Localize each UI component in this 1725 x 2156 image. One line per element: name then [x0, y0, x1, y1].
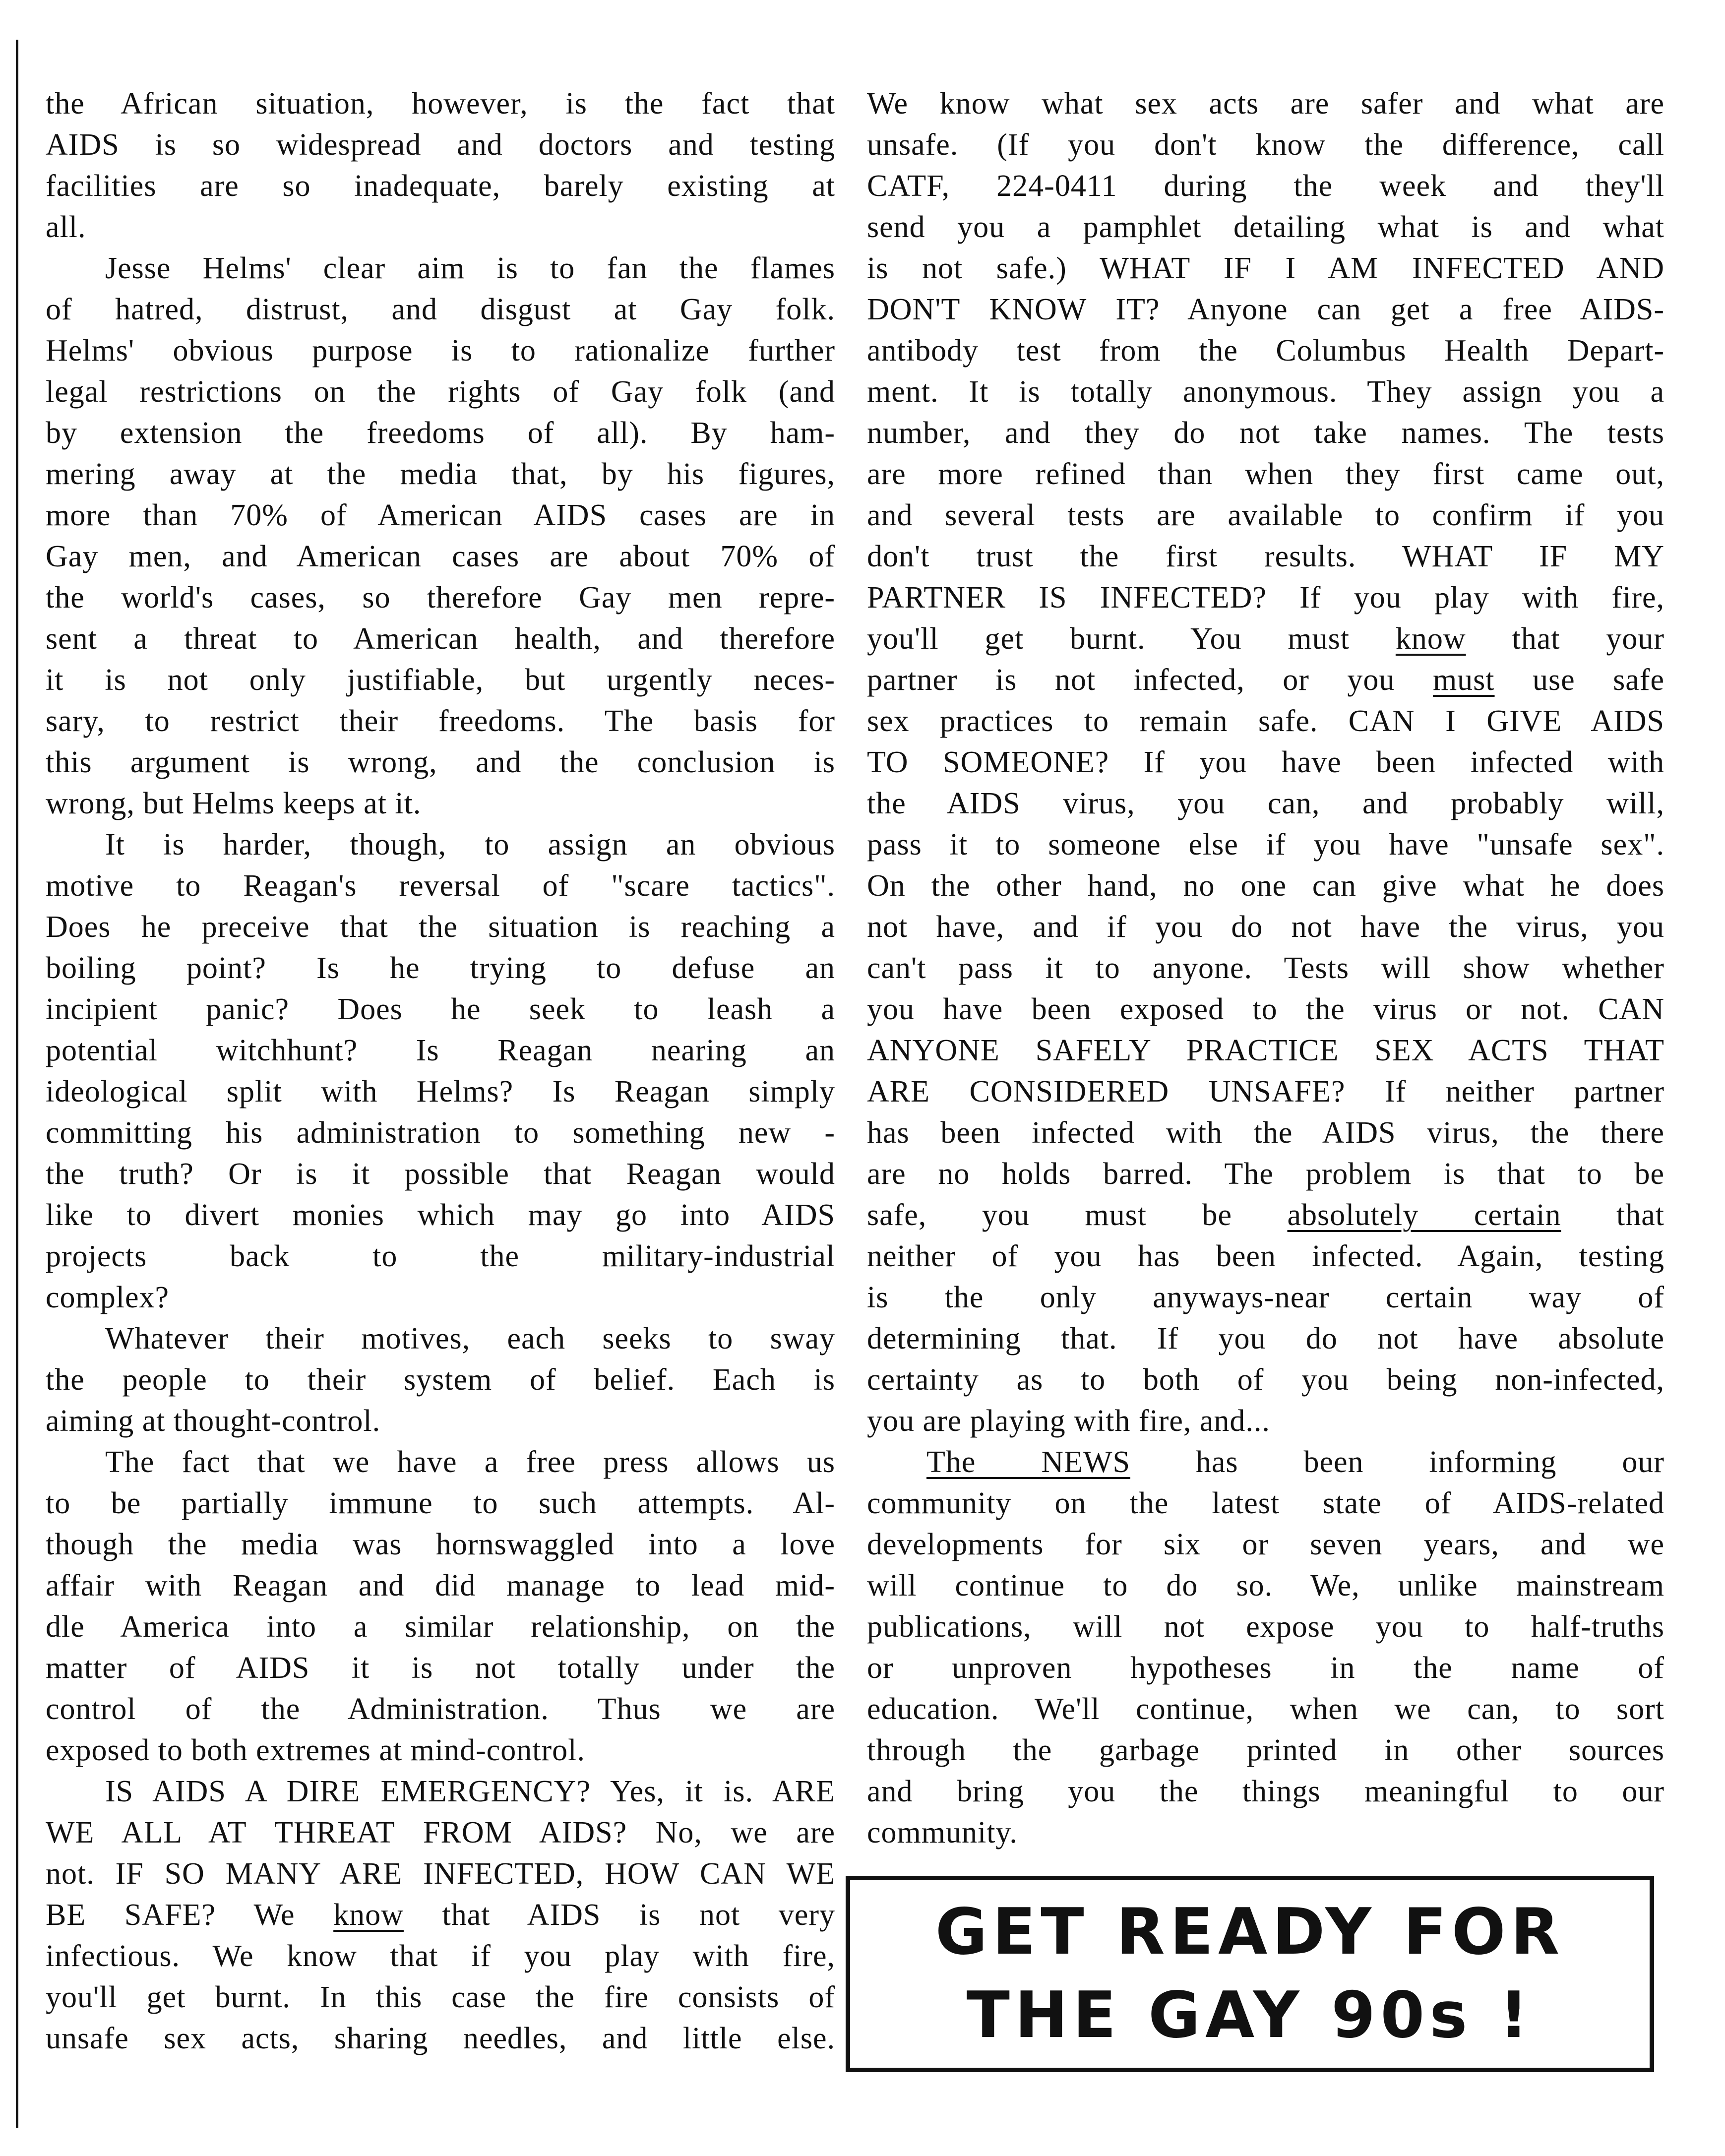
text-line: ment. It is totally anonymous. They assign you a: [867, 375, 1664, 409]
text-line: the people to their system of belief. Each is: [46, 1363, 835, 1397]
text-line: or unproven hypotheses in the name of: [867, 1651, 1664, 1685]
text-line: AIDS is so widespread and doctors and testing: [46, 128, 835, 162]
text-line: DON'T KNOW IT? Anyone can get a free AIDS-: [867, 293, 1664, 326]
paragraph: [46, 1318, 835, 1442]
text-line: committing his administration to something new -: [46, 1116, 835, 1150]
text-line: through the garbage printed in other sources: [867, 1733, 1664, 1767]
text-line: [46, 1895, 835, 1936]
text-line: community.: [867, 1816, 1018, 1849]
text-line: you are playing with fire, and...: [867, 1404, 1270, 1438]
text-line: are no holds barred. The problem is that to be: [867, 1157, 1664, 1191]
text-line: all.: [46, 210, 86, 244]
underlined-text: The NEWS: [926, 1445, 1130, 1479]
text-line: and bring you the things meaningful to our: [867, 1775, 1664, 1808]
text-line: ideological split with Helms? Is Reagan simply: [46, 1075, 835, 1109]
text-line: motive to Reagan's reversal of "scare tactics".: [46, 869, 835, 903]
text-line: the AIDS virus, you can, and probably will,: [867, 787, 1664, 820]
text-line: legal restrictions on the rights of Gay folk (and: [46, 375, 835, 409]
paragraph: [46, 248, 835, 824]
text-line: aiming at thought-control.: [46, 1404, 381, 1438]
text-line: dle America into a similar relationship, on the: [46, 1610, 835, 1644]
text-line: mering away at the media that, by his figures,: [46, 457, 835, 491]
text-line: We know what sex acts are safer and what are: [867, 87, 1664, 121]
text-line: facilities are so inadequate, barely existing at: [46, 169, 835, 203]
text-line: send you a pamphlet detailing what is and what: [867, 210, 1664, 244]
underlined-text: know: [1395, 622, 1466, 656]
text-line: [867, 660, 1664, 701]
text-line: pass it to someone else if you have "unsafe sex".: [867, 828, 1664, 862]
text-line: can't pass it to anyone. Tests will show whether: [867, 951, 1664, 985]
text-line: IS AIDS A DIRE EMERGENCY? Yes, it is. ARE: [105, 1775, 835, 1808]
text-line: [867, 1442, 1664, 1483]
text-line: projects back to the military-industrial: [46, 1239, 835, 1273]
text-line: not. IF SO MANY ARE INFECTED, HOW CAN WE: [46, 1857, 835, 1891]
banner-box: [846, 1876, 1654, 2072]
text-line: sary, to restrict their freedoms. The basis for: [46, 704, 835, 738]
line-text: partner is not infected, or you: [867, 663, 1433, 697]
text-line: by extension the freedoms of all). By ham-: [46, 416, 835, 450]
text-line: control of the Administration. Thus we are: [46, 1692, 835, 1726]
line-text: that your: [1466, 622, 1664, 656]
text-line: determining that. If you do not have absolute: [867, 1322, 1664, 1355]
text-line: will continue to do so. We, unlike mainstream: [867, 1569, 1664, 1602]
text-line: neither of you has been infected. Again, testing: [867, 1239, 1664, 1273]
text-line: is the only anyways-near certain way of: [867, 1281, 1664, 1314]
text-line: complex?: [46, 1281, 170, 1314]
line-text: use safe: [1494, 663, 1664, 697]
line-text: you'll get burnt. You must: [867, 622, 1396, 656]
text-line: matter of AIDS it is not totally under the: [46, 1651, 835, 1685]
text-line: it is not only justifiable, but urgently neces-: [46, 663, 835, 697]
text-line: PARTNER IS INFECTED? If you play with fire,: [867, 581, 1664, 615]
text-line: to be partially immune to such attempts. Al-: [46, 1486, 835, 1520]
text-line: certainty as to both of you being non-infected,: [867, 1363, 1664, 1397]
underlined-text: know: [333, 1898, 404, 1932]
text-line: sent a threat to American health, and therefore: [46, 622, 835, 656]
paragraph: [867, 83, 1664, 1442]
text-line: has been infected with the AIDS virus, the there: [867, 1116, 1664, 1150]
text-line: not have, and if you do not have the virus, you: [867, 910, 1664, 944]
text-line: you have been exposed to the virus or not. CAN: [867, 992, 1664, 1026]
underlined-text: absolutely certain: [1287, 1198, 1561, 1232]
text-line: unsafe sex acts, sharing needles, and little else.: [46, 2022, 835, 2055]
text-line: incipient panic? Does he seek to leash a: [46, 992, 835, 1026]
text-line: Gay men, and American cases are about 70% of: [46, 540, 835, 573]
line-text: that AIDS is not very: [403, 1898, 835, 1932]
line-text: that: [1561, 1198, 1664, 1232]
text-line: education. We'll continue, when we can, to sort: [867, 1692, 1664, 1726]
text-line: number, and they do not take names. The tests: [867, 416, 1664, 450]
column-rule: [16, 40, 18, 2128]
line-text: safe, you must be: [867, 1198, 1288, 1232]
line-text: BE SAFE? We: [46, 1898, 334, 1932]
banner-line-1: GET READY FOR: [935, 1895, 1565, 1969]
text-line: are more refined than when they first came out,: [867, 457, 1664, 491]
text-line: potential witchhunt? Is Reagan nearing an: [46, 1034, 835, 1067]
text-line: like to divert monies which may go into AIDS: [46, 1198, 835, 1232]
left-column: [46, 83, 835, 2059]
underlined-text: must: [1432, 663, 1495, 697]
right-column: [867, 83, 1664, 1853]
text-line: [867, 618, 1664, 660]
text-line: ARE CONSIDERED UNSAFE? If neither partner: [867, 1075, 1664, 1109]
text-line: publications, will not expose you to half-truths: [867, 1610, 1664, 1644]
text-line: exposed to both extremes at mind-control.: [46, 1733, 585, 1767]
text-line: the truth? Or is it possible that Reagan would: [46, 1157, 835, 1191]
text-line: Does he preceive that the situation is reaching a: [46, 910, 835, 944]
banner-line-2: THE GAY 90s !: [966, 1978, 1534, 2052]
text-line: TO SOMEONE? If you have been infected with: [867, 745, 1664, 779]
text-line: of hatred, distrust, and disgust at Gay folk.: [46, 293, 835, 326]
text-line: infectious. We know that if you play with fire,: [46, 1939, 835, 1973]
text-line: you'll get burnt. In this case the fire consists of: [46, 1980, 835, 2014]
text-line: WE ALL AT THREAT FROM AIDS? No, we are: [46, 1816, 835, 1849]
text-line: and several tests are available to confirm if you: [867, 498, 1664, 532]
text-line: Helms' obvious purpose is to rationalize further: [46, 334, 835, 368]
text-line: don't trust the first results. WHAT IF MY: [867, 540, 1664, 573]
text-line: affair with Reagan and did manage to lead mid-: [46, 1569, 835, 1602]
line-text: has been informing our: [1130, 1445, 1664, 1479]
paragraph: [46, 83, 835, 248]
text-line: antibody test from the Columbus Health Depart-: [867, 334, 1664, 368]
text-line: more than 70% of American AIDS cases are in: [46, 498, 835, 532]
text-line: Jesse Helms' clear aim is to fan the flames: [105, 251, 835, 285]
text-line: the African situation, however, is the fact that: [46, 87, 835, 121]
text-line: It is harder, though, to assign an obvious: [105, 828, 835, 862]
text-line: wrong, but Helms keeps at it.: [46, 787, 422, 820]
text-line: The fact that we have a free press allows us: [105, 1445, 835, 1479]
text-line: [867, 1195, 1664, 1236]
paragraph: [46, 1442, 835, 1771]
text-line: boiling point? Is he trying to defuse an: [46, 951, 835, 985]
text-line: unsafe. (If you don't know the difference, call: [867, 128, 1664, 162]
text-line: developments for six or seven years, and we: [867, 1528, 1664, 1561]
text-line: is not safe.) WHAT IF I AM INFECTED AND: [867, 251, 1664, 285]
paragraph: [46, 1771, 835, 2059]
text-line: the world's cases, so therefore Gay men repre-: [46, 581, 835, 615]
text-line: ANYONE SAFELY PRACTICE SEX ACTS THAT: [867, 1034, 1664, 1067]
text-line: sex practices to remain safe. CAN I GIVE AIDS: [867, 704, 1664, 738]
text-line: this argument is wrong, and the conclusion is: [46, 745, 835, 779]
text-line: community on the latest state of AIDS-related: [867, 1486, 1664, 1520]
paragraph: [867, 1442, 1664, 1853]
text-line: On the other hand, no one can give what he does: [867, 869, 1664, 903]
paragraph: [46, 824, 835, 1318]
text-line: though the media was hornswaggled into a love: [46, 1528, 835, 1561]
text-line: Whatever their motives, each seeks to sway: [105, 1322, 835, 1355]
text-line: CATF, 224-0411 during the week and they'll: [867, 169, 1664, 203]
